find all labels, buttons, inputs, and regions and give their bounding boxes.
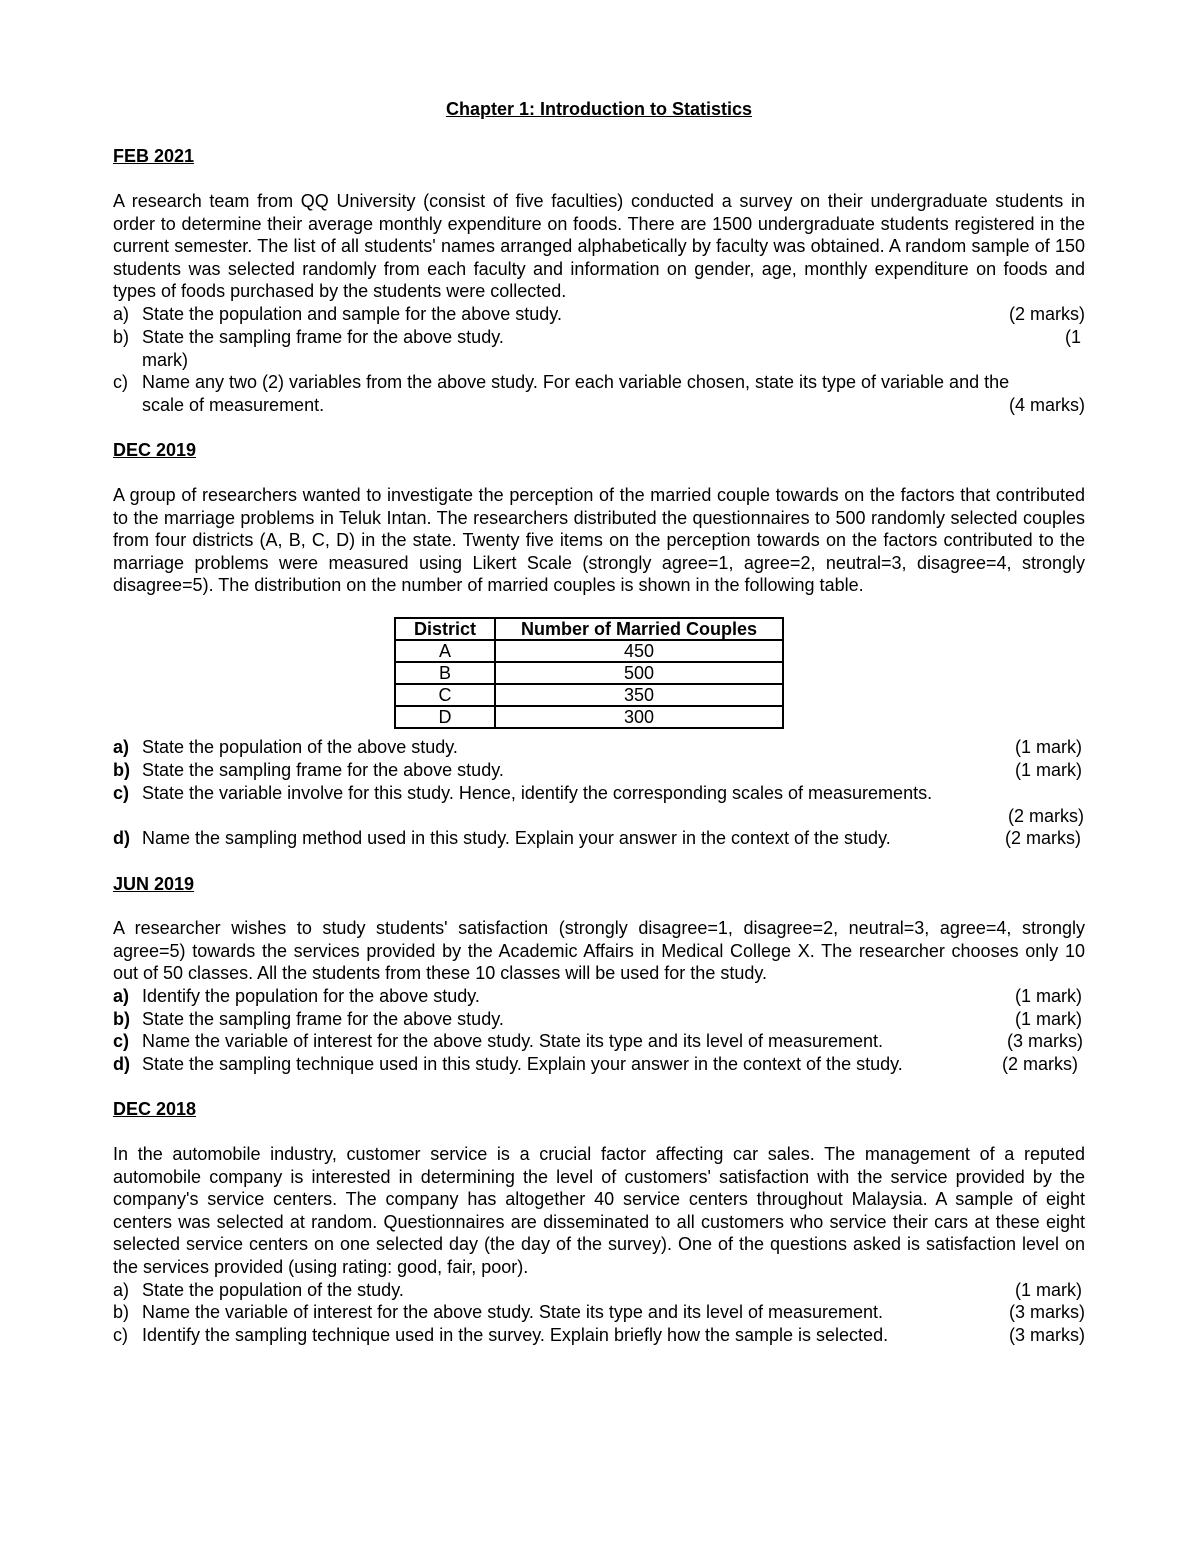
question-label: b) (113, 1009, 130, 1029)
page-title: Chapter 1: Introduction to Statistics (445, 99, 753, 119)
question-marks: (1 mark) (1015, 760, 1082, 780)
section-heading-feb-2021: FEB 2021 (113, 146, 195, 166)
table-cell: D (395, 706, 495, 728)
question-marks: (1 mark) (1015, 1009, 1082, 1029)
question-text: State the variable involve for this study. Hence, identify the corresponding scales of measurements. (142, 783, 933, 803)
question-label: c) (113, 1325, 128, 1345)
table-cell: 500 (495, 662, 783, 684)
table-header-row (395, 618, 783, 640)
question-text: Identify the population for the above study. (142, 986, 480, 1006)
question-label: b) (113, 1302, 130, 1322)
question-marks: (3 marks) (1009, 1302, 1085, 1322)
table-cell: B (395, 662, 495, 684)
question-label: a) (113, 304, 130, 324)
question-label: c) (113, 372, 128, 392)
question-marks-continuation: mark) (142, 350, 188, 370)
table-cell: C (395, 684, 495, 706)
table-row (395, 640, 783, 662)
question-marks: (2 marks) (1009, 304, 1085, 324)
question-text: Identify the sampling technique used in the survey. Explain briefly how the sample is selected. (142, 1325, 889, 1345)
question-marks: (2 marks) (1005, 828, 1081, 848)
question-marks: (1 mark) (1015, 986, 1082, 1006)
question-text-continuation: scale of measurement. (142, 395, 325, 415)
table-cell: 350 (495, 684, 783, 706)
married-couples-table (394, 617, 784, 729)
question-marks: (1 mark) (1015, 737, 1082, 757)
section-paragraph-feb-2021: A research team from QQ University (consist of five faculties) conducted a survey on their undergraduate students in order to determine their average monthly expenditure on foods. There are 1500 undergraduate students registered in the current semester. The list of all students' names arranged alphabetically by faculty was obtained. A random sample of 150 students was selected randomly from each faculty and information on gender, age, monthly expenditure on foods and types of foods purchased by the students were collected. (113, 191, 1085, 302)
question-text: State the population and sample for the above study. (142, 304, 562, 324)
section-heading-jun-2019: JUN 2019 (113, 874, 195, 894)
question-marks: (1 mark) (1015, 1280, 1082, 1300)
table-cell: 450 (495, 640, 783, 662)
section-paragraph-dec-2018: In the automobile industry, customer service is a crucial factor affecting car sales. The management of a reputed automobile company is interested in determining the level of customers' satisfaction with the service provided by the company's service centers. The company has altogether 40 service centers throughout Malaysia. A sample of eight centers was selected at random. Questionnaires are disseminated to all customers who service their cars at these eight selected service centers on one selected day (the day of the survey). One of the questions asked is satisfaction level on the services provided (using rating: good, fair, poor). (113, 1144, 1085, 1277)
question-text: Name the sampling method used in this study. Explain your answer in the context of the study. (142, 828, 891, 848)
section-heading-dec-2018: DEC 2018 (113, 1099, 197, 1119)
table-row (395, 706, 783, 728)
question-text: State the sampling technique used in this study. Explain your answer in the context of the study. (142, 1054, 903, 1074)
table-cell: A (395, 640, 495, 662)
question-text: State the sampling frame for the above study. (142, 1009, 504, 1029)
table-row (395, 684, 783, 706)
question-label: a) (113, 1280, 130, 1300)
section-heading-dec-2019: DEC 2019 (113, 440, 197, 460)
question-label: c) (113, 1031, 130, 1051)
question-marks: (2 marks) (1008, 806, 1084, 826)
question-marks: (3 marks) (1009, 1325, 1085, 1345)
table-header-cell: Number of Married Couples (495, 618, 783, 640)
table-cell: 300 (495, 706, 783, 728)
question-text: State the sampling frame for the above study. (142, 760, 504, 780)
question-marks: (3 marks) (1007, 1031, 1083, 1051)
question-label: d) (113, 1054, 130, 1074)
question-label: b) (113, 760, 130, 780)
table-header-cell: District (395, 618, 495, 640)
question-marks: (4 marks) (1009, 395, 1085, 415)
section-paragraph-dec-2019: A group of researchers wanted to investigate the perception of the married couple towards on the factors that contributed to the marriage problems in Teluk Intan. The researchers distributed the questionnaires to 500 randomly selected couples from four districts (A, B, C, D) in the state. Twenty five items on the perception towards on the factors contributed to the marriage problems were measured using Likert Scale (strongly agree=1, agree=2, neutral=3, disagree=4, strongly disagree=5). The distribution on the number of married couples is shown in the following table. (113, 485, 1085, 596)
question-text: Name any two (2) variables from the above study. For each variable chosen, state its type of variable and the (142, 372, 1010, 392)
table-row (395, 662, 783, 684)
question-label: c) (113, 783, 130, 803)
question-text: State the population of the above study. (142, 737, 458, 757)
question-label: a) (113, 986, 130, 1006)
question-marks: (2 marks) (1002, 1054, 1078, 1074)
question-label: b) (113, 327, 130, 347)
section-paragraph-jun-2019: A researcher wishes to study students' satisfaction (strongly disagree=1, disagree=2, neutral=3, agree=4, strongly agree=5) towards the services provided by the Academic Affairs in Medical College X. The researcher chooses only 10 out of 50 classes. All the students from these 10 classes will be used for the study. (113, 918, 1085, 984)
question-marks: (1 (1064, 327, 1081, 347)
question-label: a) (113, 737, 130, 757)
question-text: Name the variable of interest for the above study. State its type and its level of measurement. (142, 1302, 884, 1322)
question-label: d) (113, 828, 130, 848)
question-text: Name the variable of interest for the above study. State its type and its level of measurement. (142, 1031, 884, 1051)
question-text: State the population of the study. (142, 1280, 404, 1300)
question-text: State the sampling frame for the above study. (142, 327, 504, 347)
